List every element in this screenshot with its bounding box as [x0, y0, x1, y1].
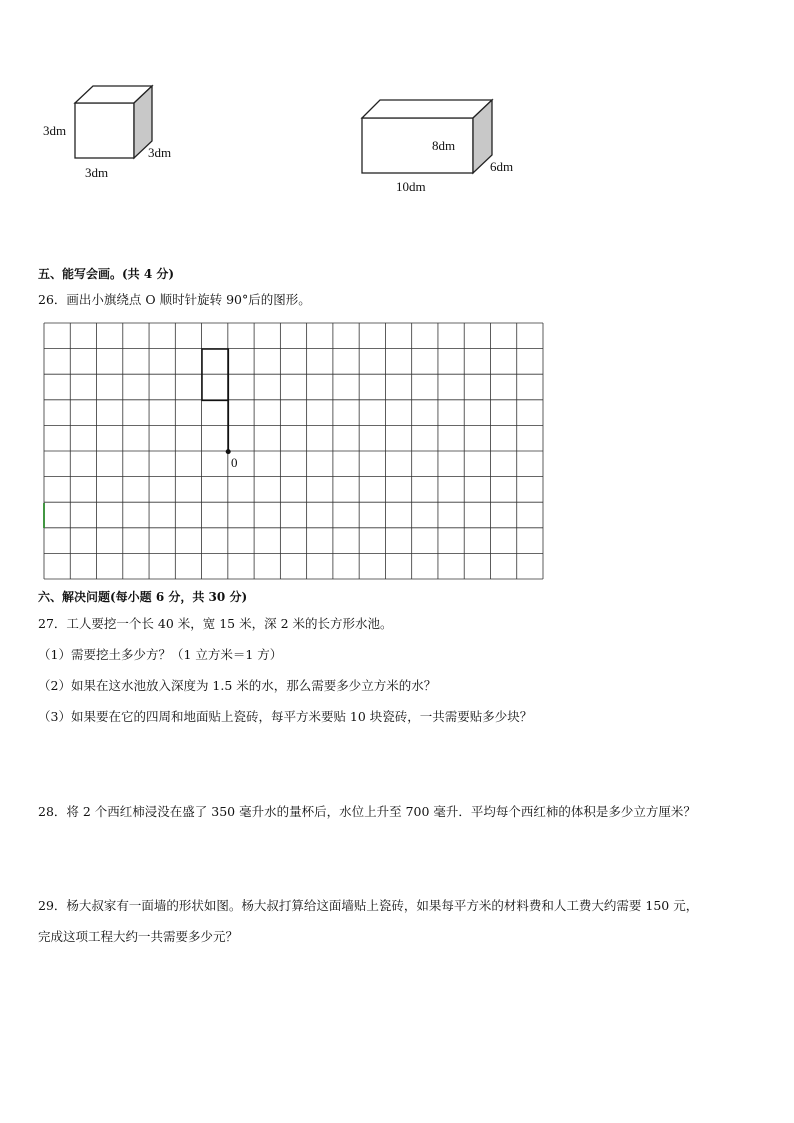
cube-width-label: 3dm	[85, 165, 109, 180]
q28-text: 28．将 2 个西红柿浸没在盛了 350 毫升水的量杯后，水位上升至 700 毫升．平均每个西红柿的体积是多少立方厘米？	[38, 804, 696, 819]
q27-part3: （3）如果要在它的四周和地面贴上瓷砖，每平方米要贴 10 块瓷砖，一共需要贴多少块？	[38, 709, 533, 724]
q27-text: 27．工人要挖一个长 40 米，宽 15 米，深 2 米的长方形水池。	[38, 616, 393, 631]
q26-text: 26．画出小旗绕点 O 顺时针旋转 90°后的图形。	[38, 292, 311, 307]
section6-heading: 六、解决问题(每小题 6 分，共 30 分)	[38, 590, 248, 604]
cuboid-depth-label: 6dm	[490, 159, 514, 174]
q27-part2: （2）如果在这水池放入深度为 1.5 米的水，那么需要多少立方米的水？	[38, 678, 437, 693]
flag-figure	[202, 349, 231, 454]
cube-height-label: 3dm	[43, 123, 67, 138]
cuboid-length-label: 10dm	[396, 179, 426, 194]
q27-part1: （1）需要挖土多少方？（1 立方米＝1 方）	[38, 647, 283, 662]
q29-line1: 29．杨大叔家有一面墙的形状如图。杨大叔打算给这面墙贴上瓷砖，如果每平方米的材料费和人工费大约需要 150 元，	[38, 898, 699, 913]
point-o-label: 0	[231, 455, 238, 470]
cuboid-height-label: 8dm	[432, 138, 456, 153]
section5-heading: 五、能写会画。(共 4 分)	[38, 267, 175, 281]
rotation-point-o	[226, 449, 231, 454]
q29-line2: 完成这项工程大约一共需要多少元？	[38, 929, 239, 944]
cube-depth-label: 3dm	[148, 145, 172, 160]
